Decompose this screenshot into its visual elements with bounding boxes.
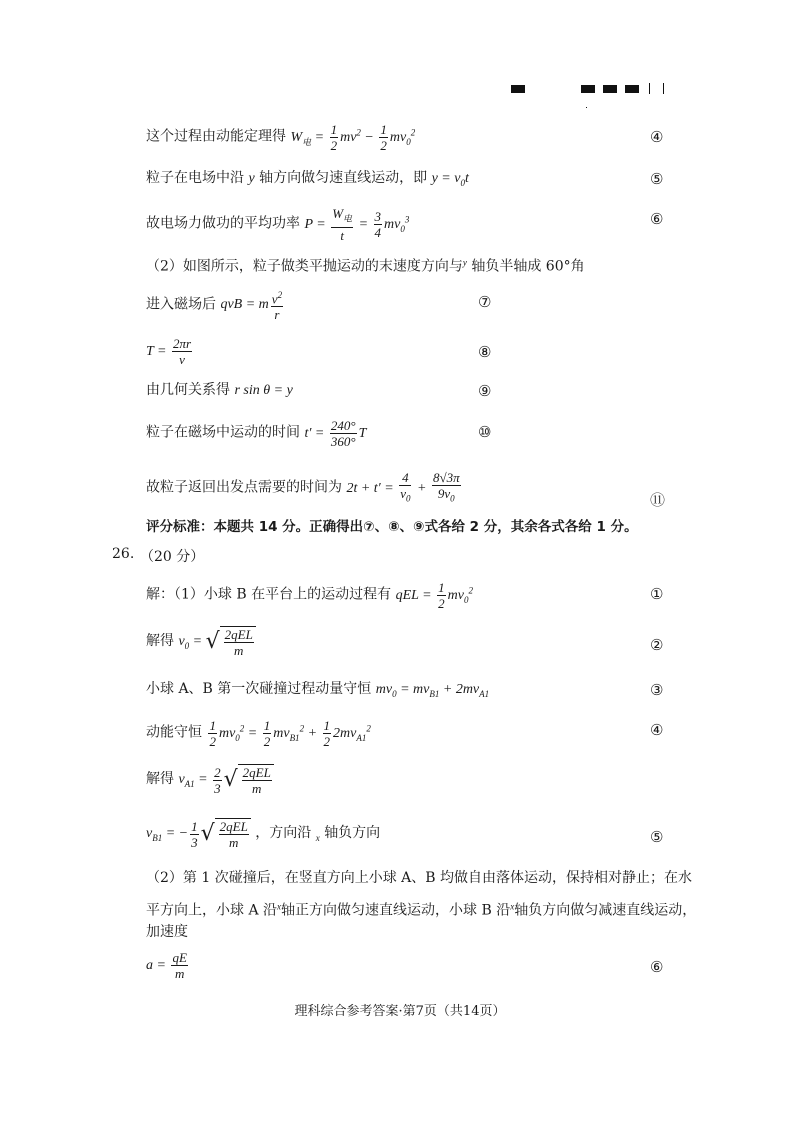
equation-number: ⑥ xyxy=(650,210,664,228)
formula: $W_电$ = $\frac{1}{2}$ $mv^2$ − $\frac{1}{2}$ $mv_0^2$ xyxy=(290,122,416,153)
line-text: 轴方向做匀速直线运动，即 xyxy=(259,170,428,186)
equation-number: ⑥ xyxy=(650,958,664,976)
formula: P = $\frac{W_电}{t}$ = $\frac{3}{4}$ $mv_0^3$ xyxy=(304,206,410,243)
equation-number: ① xyxy=(650,585,664,603)
equation-line-energy xyxy=(146,718,371,749)
line-text: 解得 xyxy=(146,633,174,650)
equation-line-total-time xyxy=(146,470,463,507)
formula: x xyxy=(315,833,320,844)
header-bar-mark xyxy=(649,83,650,94)
equation-number: ⑤ xyxy=(650,828,664,846)
formula: x xyxy=(510,901,515,911)
equation-line-period xyxy=(146,336,194,367)
header-block-mark xyxy=(603,85,617,93)
question-points: （20 分） xyxy=(140,549,205,565)
equation-line-ball-b-platform xyxy=(146,580,473,611)
header-block-mark xyxy=(625,85,639,93)
formula: y xyxy=(248,171,255,186)
line-text: 轴负方向做匀减速直线运动， xyxy=(514,902,697,919)
equation-line-v0 xyxy=(146,626,256,658)
equation-number: ⑩ xyxy=(478,423,492,441)
equation-line-magnetic-force xyxy=(146,288,285,322)
equation-line-uniform-y xyxy=(146,168,469,193)
equation-line-geometry xyxy=(146,380,293,401)
formula: qEL = $\frac{1}{2}$ $mv_0^2$ xyxy=(395,580,473,611)
line-text: 这个过程由动能定理得 xyxy=(146,128,286,145)
formula: x xyxy=(277,901,282,911)
header-block-mark xyxy=(511,85,525,93)
formula: $y = v_0t$ xyxy=(431,171,469,188)
equation-number: ⑨ xyxy=(478,382,492,400)
equation-number: ⑤ xyxy=(650,170,664,188)
line-text: 解得 xyxy=(146,771,174,788)
text-line: 加速度 xyxy=(146,924,188,940)
line-text: 进入磁场后 xyxy=(146,296,216,313)
question-number: 26. xyxy=(112,546,135,562)
line-text: （2）如图所示，粒子做类平抛运动的末速度方向与 xyxy=(146,258,463,275)
equation-number: ⑦ xyxy=(478,293,492,311)
line-text: 平方向上，小球 A 沿 xyxy=(146,902,278,919)
equation-line-vb1 xyxy=(146,818,380,850)
line-text: 轴负半轴成 60°角 xyxy=(471,258,585,275)
line-text: 由几何关系得 xyxy=(146,382,230,398)
formula: a = $\frac{qE}{m}$ xyxy=(146,950,187,981)
formula: $v_{A1}$ = $\frac{2}{3}$ √ $\frac{\text{2qEL}}{m}$ xyxy=(178,772,273,787)
equation-line-acceleration xyxy=(146,950,190,981)
line-text: 小球 A、B 第一次碰撞过程动量守恒 xyxy=(146,681,372,697)
text-line xyxy=(146,252,585,278)
equation-number: ⑪ xyxy=(650,491,666,509)
formula: $v_{B1}$ = − $\frac{1}{3}$ √ $\frac{\text{2qEL}}{m}$ xyxy=(146,826,251,841)
formula: t′ = $\frac{240^\circ}{360^\circ}$ T xyxy=(304,418,367,449)
equation-number: ③ xyxy=(650,681,664,699)
line-text: 轴正方向做匀速直线运动，小球 B 沿 xyxy=(281,902,511,919)
equation-number: ④ xyxy=(650,721,664,739)
formula: T = $\frac{2\pi r}{v}$ xyxy=(146,336,192,367)
formula: 2t + t′ = $\frac{4}{v_0}$ + $\frac{8√3\pi}{9v_0}$ xyxy=(346,470,460,504)
equation-line-momentum xyxy=(146,679,489,704)
line-text: 故粒子返回出发点需要的时间为 xyxy=(146,479,342,496)
formula: $mv_0 = mv_{B1} + 2mv_{A1}$ xyxy=(375,682,490,699)
equation-line-work-energy xyxy=(146,122,415,153)
line-text: 轴负方向 xyxy=(324,825,381,842)
line-text: 粒子在磁场中运动的时间 xyxy=(146,424,300,441)
text-line: （2）第 1 次碰撞后，在竖直方向上小球 A、B 均做自由落体运动，保持相对静止；在水 xyxy=(146,870,693,886)
line-text: 解：（1）小球 B 在平台上的运动过程有 xyxy=(146,586,392,603)
equation-number: ② xyxy=(650,636,664,654)
line-text: 粒子在电场中沿 xyxy=(146,170,244,186)
equation-line-average-power xyxy=(146,206,409,243)
formula: $v_0$ = √ $\frac{\text{2qEL}}{m}$ xyxy=(178,634,255,649)
scoring-note: 评分标准：本题共 14 分。正确得出⑦、⑧、⑨式各给 2 分，其余各式各给 1 分。 xyxy=(146,519,638,535)
equation-line-time-in-field xyxy=(146,418,366,449)
formula: $\frac{1}{2}$ $mv_0^2$ = $\frac{1}{2}$ $mv_{B1}^2$ + $\frac{1}{2}$ $2mv_{A1}^2$ xyxy=(209,718,371,749)
page-footer: 理科综合参考答案·第7页（共14页） xyxy=(294,1004,506,1019)
equation-number: ④ xyxy=(650,128,664,146)
header-dot-mark xyxy=(586,107,587,108)
line-text: 故电场力做功的平均功率 xyxy=(146,215,300,232)
line-text: ，方向沿 xyxy=(255,825,312,842)
equation-line-va1 xyxy=(146,764,274,796)
text-line xyxy=(146,896,696,922)
equation-number: ⑧ xyxy=(478,343,492,361)
formula: qvB = m $\frac{v^2}{r}$ xyxy=(220,290,283,323)
formula: r sin θ = y xyxy=(234,383,293,398)
header-bar-mark xyxy=(663,83,664,94)
line-text: 动能守恒 xyxy=(146,724,202,741)
formula: y xyxy=(462,257,467,267)
header-block-mark xyxy=(581,85,595,93)
